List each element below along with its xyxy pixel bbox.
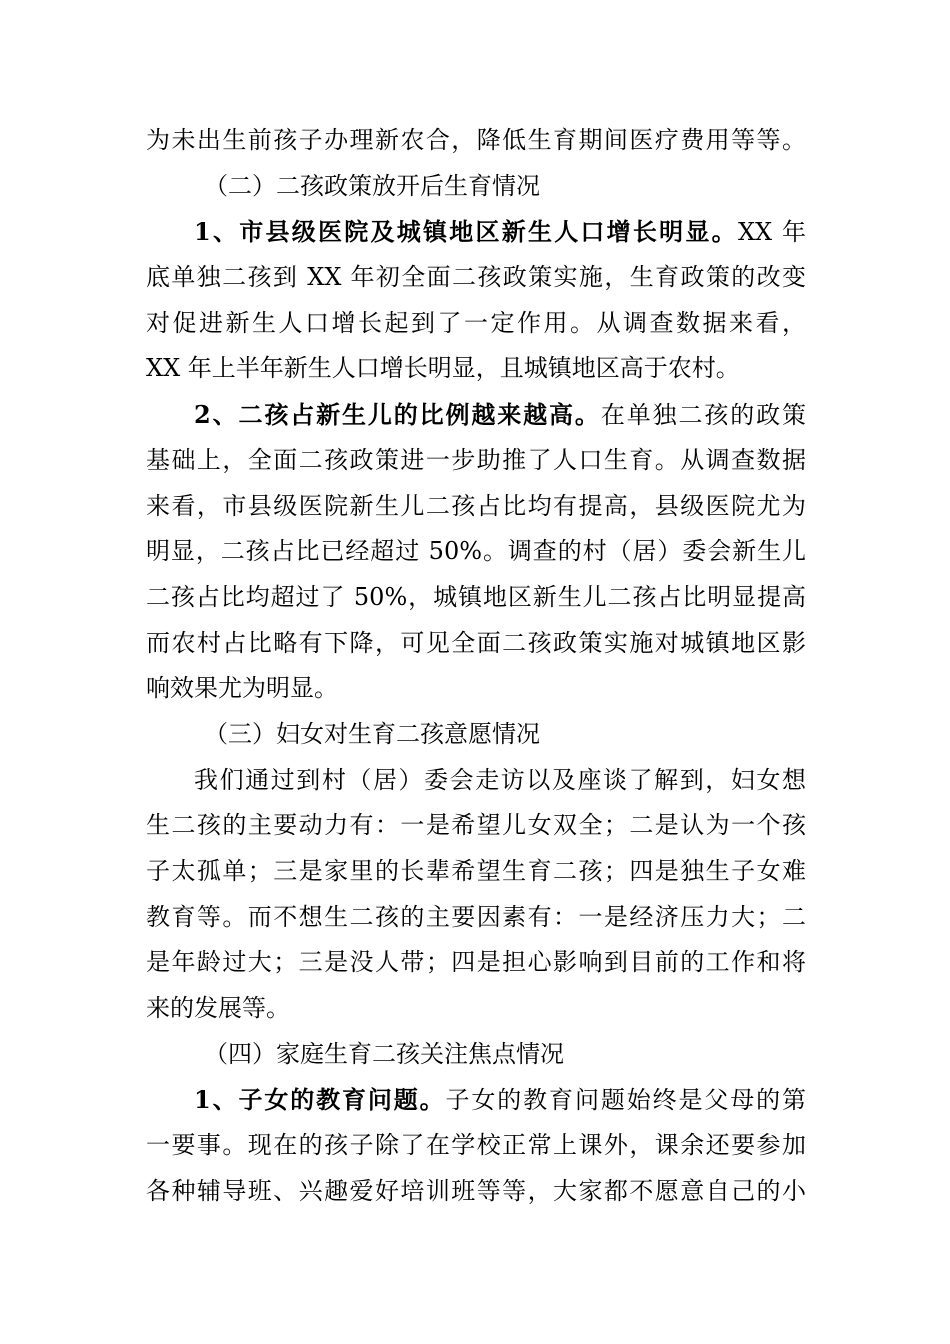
section-heading-4: （四）家庭生育二孩关注焦点情况 bbox=[204, 1039, 564, 1068]
body-line: 底单独二孩到 XX 年初全面二孩政策实施，生育政策的改变 bbox=[146, 263, 806, 292]
body-line: 为未出生前孩子办理新农合，降低生育期间医疗费用等等。 bbox=[146, 126, 806, 154]
body-line: XX 年上半年新生人口增长明显，且城镇地区高于农村。 bbox=[146, 354, 740, 383]
body-line: 来的发展等。 bbox=[146, 994, 290, 1023]
section-heading-2: （二）二孩政策放开后生育情况 bbox=[204, 171, 540, 200]
paragraph-first-line bbox=[146, 1077, 806, 1123]
body-line: 生二孩的主要动力有：一是希望儿女双全；二是认为一个孩 bbox=[146, 811, 806, 840]
paragraph-first-line bbox=[146, 392, 806, 438]
body-line: 各种辅导班、兴趣爱好培训班等等，大家都不愿意自己的小 bbox=[146, 1176, 806, 1205]
body-line: 来看，市县级医院新生儿二孩占比均有提高，县级医院尤为 bbox=[146, 491, 806, 520]
body-line: 对促进新生人口增长起到了一定作用。从调查数据来看， bbox=[146, 308, 806, 337]
body-line: 基础上，全面二孩政策进一步助推了人口生育。从调查数据 bbox=[146, 445, 806, 474]
paragraph-first-line bbox=[146, 209, 806, 255]
body-line: 教育等。而不想生二孩的主要因素有：一是经济压力大；二 bbox=[146, 902, 806, 931]
body-line: 明显，二孩占比已经超过 50%。调查的村（居）委会新生儿 bbox=[146, 537, 806, 566]
body-text: 在单独二孩的政策 bbox=[600, 401, 807, 430]
body-line: 二孩占比均超过了 50%，城镇地区新生儿二孩占比明显提高 bbox=[146, 582, 806, 611]
paragraph-first-line: 我们通过到村（居）委会走访以及座谈了解到，妇女想 bbox=[194, 765, 806, 794]
body-line: 是年龄过大；三是没人带；四是担心影响到目前的工作和将 bbox=[146, 948, 806, 977]
document-page bbox=[146, 118, 806, 1215]
body-line: 而农村占比略有下降，可见全面二孩政策实施对城镇地区影 bbox=[146, 628, 806, 657]
body-line: 一要事。现在的孩子除了在学校正常上课外，课余还要参加 bbox=[146, 1131, 806, 1160]
bold-lead-sentence: 1、市县级医院及城镇地区新生人口增长明显。 bbox=[194, 217, 738, 247]
section-heading-3: （三）妇女对生育二孩意愿情况 bbox=[204, 719, 540, 748]
body-text: XX 年 bbox=[737, 218, 806, 247]
body-text: 子女的教育问题始终是父母的第 bbox=[445, 1086, 807, 1115]
bold-lead-sentence: 1、子女的教育问题。 bbox=[194, 1085, 446, 1115]
bold-lead-sentence: 2、二孩占新生儿的比例越来越高。 bbox=[194, 400, 601, 430]
body-line: 子太孤单；三是家里的长辈希望生育二孩；四是独生子女难 bbox=[146, 857, 806, 885]
body-line: 响效果尤为明显。 bbox=[146, 674, 338, 703]
